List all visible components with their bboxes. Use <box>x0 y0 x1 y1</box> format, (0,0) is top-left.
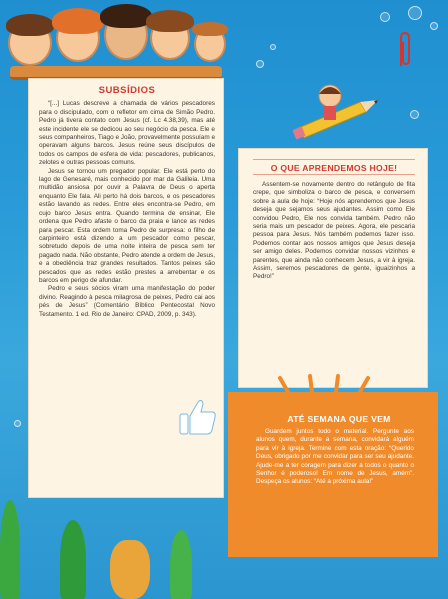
thumbs-up-icon <box>176 394 220 438</box>
pencil-kid-illustration <box>290 78 380 140</box>
subsidios-paragraph: Pedro e seus sócios viram uma manifestação do poder divino. Reagindo à pesca milagrosa de peixes, Pedro cai aos pés de Jesus” (Comentário Bíblico Pentecostal Novo Testamento. 1 ed. Rio de Janeiro: CPAD, 2009, p. 343). <box>39 285 215 318</box>
aprendemos-title: O QUE APRENDEMOS HOJE! <box>253 159 415 175</box>
bubble <box>410 110 419 119</box>
seaweed <box>60 520 86 599</box>
semana-text: Guardem juntos todo o material. Pergunte aos alunos quem, durante a semana, convidará alguém para vir à igreja. Termine com esta oração: “Querido Deus, obrigado por me convidar para ser seu ajudante. Ajude-me a ter coragem para dizer a todos o quanto o Senhor é poderoso! Em nome de Jesus, amém”. Despeça os alunos: “Até a próxima aula!” <box>256 428 414 486</box>
sun-rays-decoration <box>228 374 438 414</box>
seaweed <box>170 530 192 599</box>
bubble <box>14 420 21 427</box>
subsidios-paragraph: Jesus se tornou um pregador popular. Ele está perto do lago de Genesaré, mais conhecido por mar da Galileia. Uma multidão ansiosa por ouvir a Palavra de Deus o aperta enquanto Ele fala. Ali perto há dois barcos, e os pescadores estão lavando as redes. Entre eles encontra-se Pedro, em cujo barco Jesus entra. Quando termina de ensinar, Ele ordena que Pedro afaste o barco da praia e lance as redes para pescar. Esta ordem toma Pedro de surpresa: o filho de carpinteiro está dizendo a um pescador como pescar, sobretudo depois de uma noite inteira de pesca sem ter pagado nada. Não obstante, Pedro atende a ordem de Jesus, e a obediência traz grandes resultados. Tantos peixes são pescados que as redes estão prestes a arrebentar e os barcos em perigo de afundar. <box>39 167 215 284</box>
paperclip-icon <box>396 30 414 70</box>
semana-panel <box>228 392 438 557</box>
coral <box>110 540 150 599</box>
kids-illustration <box>0 0 448 90</box>
semana-title: ATÉ SEMANA QUE VEM <box>287 414 391 424</box>
subsidios-title: SUBSÍDIOS <box>98 85 156 96</box>
subsidios-paragraph: “[...] Lucas descreve a chamada de vários pescadores para o discipulado, com o refletor em cima de Simão Pedro. Pedro já tivera contato com Jesus (cf. Lc 4.38,39), mas até este incidente ele se dedicou ao seu negócio da pesca. Ele e seus companheiros, Tiago e João, provavelmente possuíam e operavam alguns barcos. Jesus reúne seus discípulos de todos os campos de esfera de vida: pescadores, publicanos, zelotes e outras pessoas comuns. <box>39 100 215 167</box>
seaweed <box>0 500 20 599</box>
aprendemos-text: Assentem-se novamente dentro do retângulo de fita crepe, que simboliza o barco de pesca, e conversem sobre a aula de hoje: “Hoje nós aprendemos que Jesus deseja que sejamos seus ajudantes. Assim como Ele convidou Pedro, Ele nos convida também. Pedro não seria mais um pescador de peixes. Agora, ele pescaria pessoa para Jesus. Nós também podemos fazer isso. Podemos contar aos nossos amigos que Jesus deseja ser amigo deles. Podemos convidar nossos vizinhos e parentes, que ainda não conhecem Jesus, a vir à igreja. Assim, seremos pescadores de gente, iguaizinhos a Pedro!” <box>253 181 415 281</box>
aprendemos-panel <box>238 148 428 388</box>
